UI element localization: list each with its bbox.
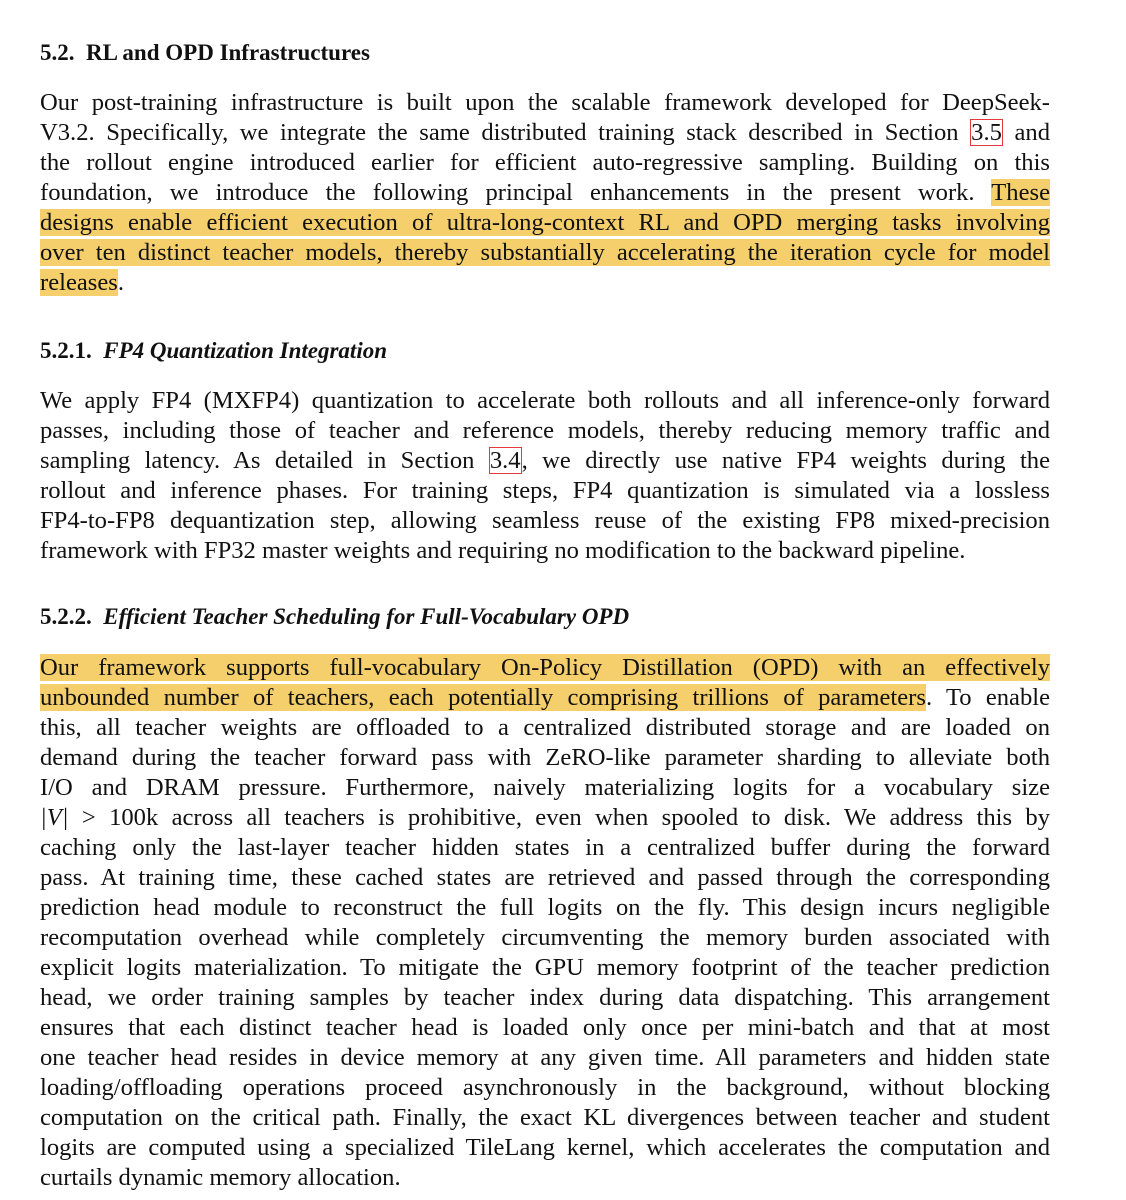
section-ref-3-4[interactable]: 3.4 <box>489 447 521 474</box>
subsection-title: Efficient Teacher Scheduling for Full-Vocabulary OPD <box>103 604 630 629</box>
section-title: RL and OPD Infrastructures <box>86 40 370 65</box>
highlight-span: unbounded number of teachers, each potentially comprising trillions of parameters <box>40 684 926 711</box>
subsection-heading-teacher-scheduling <box>40 602 629 632</box>
highlight-span: designs enable efficient execution of ultra-long-context RL and OPD merging tasks involving <box>40 209 1050 236</box>
subsection-number: 5.2.1. <box>40 338 92 363</box>
subsection-number: 5.2.2. <box>40 604 92 629</box>
text-line: explicit logits materialization. To mitigate the GPU memory footprint of the teacher prediction <box>40 954 1050 981</box>
highlight-span: Our framework supports full-vocabulary On-Policy Distillation (OPD) with an effectively <box>40 654 1050 681</box>
text-line: unbounded number of teachers, each potentially comprising trillions of parameters. To enable <box>40 684 1051 711</box>
text-line: passes, including those of teacher and reference models, thereby reducing memory traffic and <box>40 417 1050 444</box>
text-line: releases. <box>40 269 124 296</box>
text-line <box>40 653 1050 683</box>
text-line: foundation, we introduce the following principal enhancements in the present work. These <box>40 179 1050 206</box>
subsection-title: FP4 Quantization Integration <box>103 338 387 363</box>
text-line: rollout and inference phases. For training steps, FP4 quantization is simulated via a lossless <box>40 477 1050 504</box>
text-line: ensures that each distinct teacher head is loaded only once per mini-batch and that at most <box>40 1014 1050 1041</box>
subsection-heading-fp4 <box>40 336 387 366</box>
text-line: logits are computed using a specialized TileLang kernel, which accelerates the computation and <box>40 1134 1050 1161</box>
section-ref-3-5[interactable]: 3.5 <box>971 119 1002 146</box>
text-line: loading/offloading operations proceed asynchronously in the background, without blocking <box>40 1074 1050 1101</box>
text-line: pass. At training time, these cached states are retrieved and passed through the corresponding <box>40 864 1050 891</box>
text-line: Our post-training infrastructure is built upon the scalable framework developed for DeepSeek- <box>40 89 1050 116</box>
text-line: the rollout engine introduced earlier for efficient auto-regressive sampling. Building on this <box>40 149 1050 176</box>
text-line <box>40 238 1050 268</box>
text-line: head, we order training samples by teacher index during data dispatching. This arrangement <box>40 984 1050 1011</box>
text-line: |V| > 100k across all teachers is prohibitive, even when spooled to disk. We address this by <box>40 804 1050 831</box>
text-line: computation on the critical path. Finally, the exact KL divergences between teacher and student <box>40 1104 1050 1131</box>
section-number: 5.2. <box>40 40 75 65</box>
text-line: demand during the teacher forward pass with ZeRO-like parameter sharding to alleviate both <box>40 744 1050 771</box>
text-line: this, all teacher weights are offloaded to a centralized distributed storage and are loaded on <box>40 714 1050 741</box>
text-line: sampling latency. As detailed in Section 3.4, we directly use native FP4 weights during the <box>40 447 1051 474</box>
text-line: recomputation overhead while completely circumventing the memory burden associated with <box>40 924 1050 951</box>
intro-paragraph <box>40 88 1050 298</box>
text-line <box>40 208 1050 238</box>
fp4-paragraph <box>40 386 1050 566</box>
text-line: prediction head module to reconstruct the full logits on the fly. This design incurs negligible <box>40 894 1050 921</box>
section-heading <box>40 38 370 68</box>
teacher-scheduling-paragraph <box>40 653 1050 1193</box>
text-line: FP4-to-FP8 dequantization step, allowing seamless reuse of the existing FP8 mixed-precision <box>40 507 1050 534</box>
highlight-span: releases <box>40 269 118 296</box>
text-line: one teacher head resides in device memory at any given time. All parameters and hidden state <box>40 1044 1050 1071</box>
text-line: curtails dynamic memory allocation. <box>40 1164 401 1191</box>
text-line: We apply FP4 (MXFP4) quantization to accelerate both rollouts and all inference-only forward <box>40 387 1050 414</box>
vocab-symbol: |V| <box>40 804 69 831</box>
text-line: V3.2. Specifically, we integrate the same distributed training stack described in Section 3.5 and <box>40 119 1050 146</box>
text-line: framework with FP32 master weights and requiring no modification to the backward pipeline. <box>40 537 966 564</box>
highlight-span: These <box>991 179 1050 206</box>
text-line: I/O and DRAM pressure. Furthermore, naively materializing logits for a vocabulary size <box>40 774 1050 801</box>
highlight-span: over ten distinct teacher models, thereby substantially accelerating the iteration cycle for model <box>40 239 1050 266</box>
text-line: caching only the last-layer teacher hidden states in a centralized buffer during the forward <box>40 834 1050 861</box>
